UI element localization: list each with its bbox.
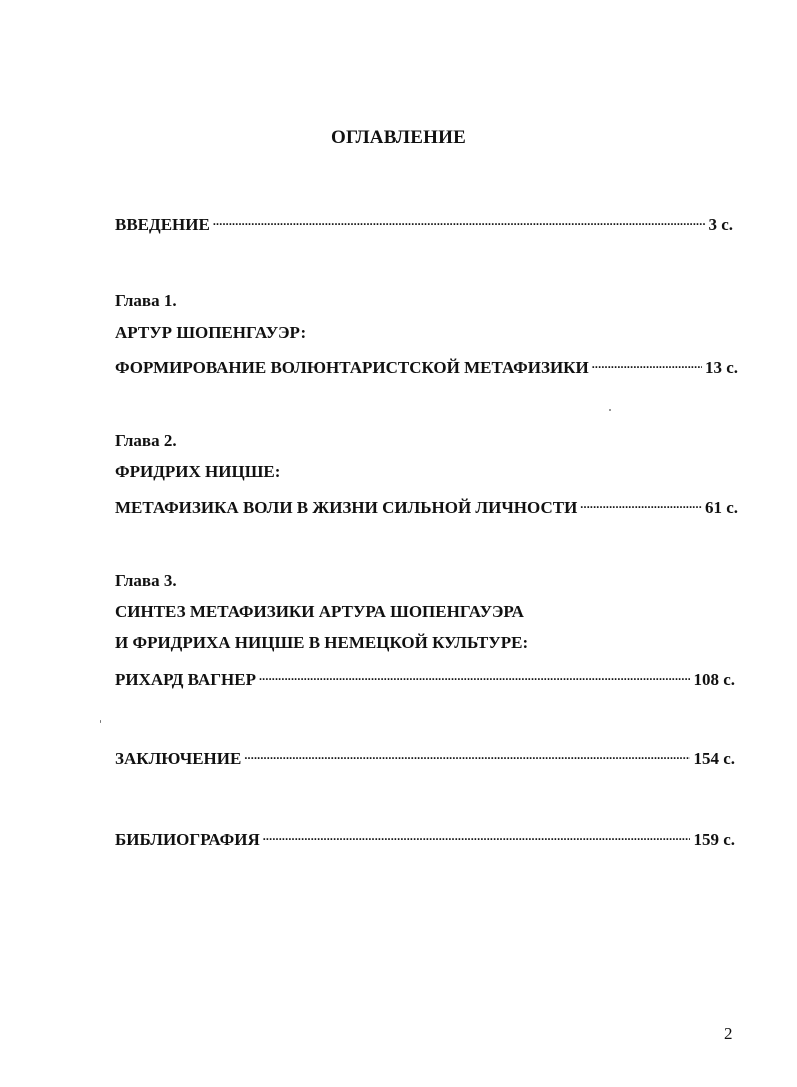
chapter-3-heading: Глава 3. <box>115 571 177 590</box>
toc-entry-label: ЗАКЛЮЧЕНИЕ <box>115 749 242 768</box>
toc-entry-conclusion <box>115 742 735 770</box>
chapter-2-heading: Глава 2. <box>115 431 177 450</box>
scan-speck <box>100 720 101 723</box>
page-title: ОГЛАВЛЕНИЕ <box>331 127 466 148</box>
chapter-2-title-line: ФРИДРИХ НИЦШЕ: <box>115 462 281 481</box>
chapter-1-title-line: АРТУР ШОПЕНГАУЭР: <box>115 323 307 342</box>
toc-entry-chapter-1 <box>115 351 738 379</box>
toc-entry-label: ФОРМИРОВАНИЕ ВОЛЮНТАРИСТСКОЙ МЕТАФИЗИКИ <box>115 358 589 377</box>
scan-speck <box>609 409 611 411</box>
chapter-3-title-line-2: И ФРИДРИХА НИЦШЕ В НЕМЕЦКОЙ КУЛЬТУРЕ: <box>115 633 529 652</box>
toc-entry-label: БИБЛИОГРАФИЯ <box>115 830 260 849</box>
dot-leader <box>592 351 702 373</box>
toc-entry-page: 3 с. <box>708 215 733 234</box>
toc-entry-page: 154 с. <box>693 749 735 768</box>
toc-entry-chapter-2 <box>115 491 738 519</box>
dot-leader <box>213 208 706 230</box>
chapter-3-title-line-1: СИНТЕЗ МЕТАФИЗИКИ АРТУРА ШОПЕНГАУЭРА <box>115 602 524 621</box>
toc-entry-page: 159 с. <box>693 830 735 849</box>
toc-entry-label: МЕТАФИЗИКА ВОЛИ В ЖИЗНИ СИЛЬНОЙ ЛИЧНОСТИ <box>115 498 578 517</box>
toc-entry-bibliography <box>115 823 735 851</box>
toc-entry-page: 61 с. <box>704 498 738 517</box>
toc-entry-chapter-3 <box>115 663 735 691</box>
toc-entry-intro <box>115 208 733 236</box>
toc-entry-label: ВВЕДЕНИЕ <box>115 215 210 234</box>
dot-leader <box>580 491 702 513</box>
toc-entry-page: 108 с. <box>693 670 735 689</box>
toc-entry-label: РИХАРД ВАГНЕР <box>115 670 256 689</box>
dot-leader <box>244 742 690 764</box>
dot-leader <box>259 663 690 685</box>
dot-leader <box>263 823 691 845</box>
page-number: 2 <box>724 1024 733 1043</box>
chapter-1-heading: Глава 1. <box>115 291 177 310</box>
toc-entry-page: 13 с. <box>704 358 738 377</box>
